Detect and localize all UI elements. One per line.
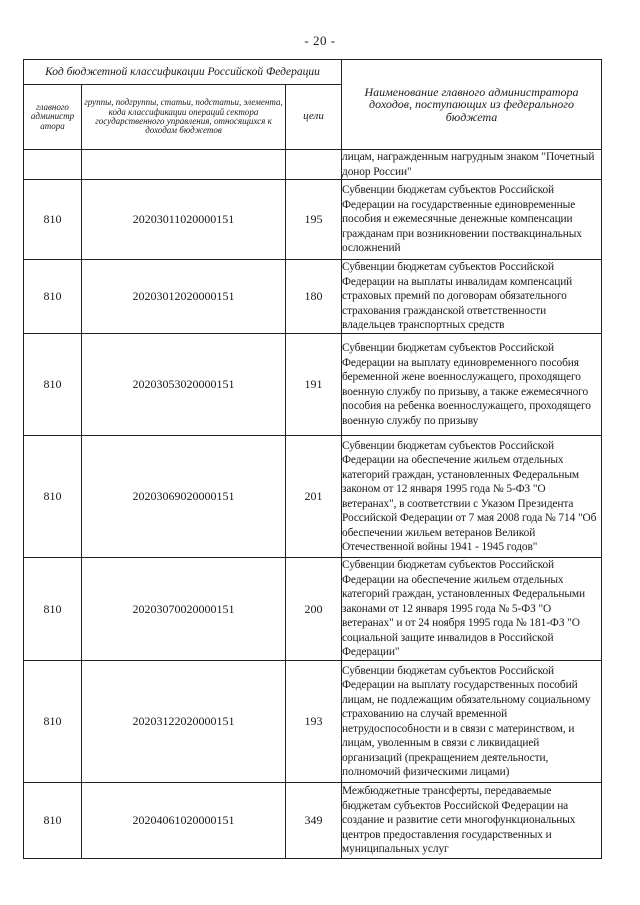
description-cell: Субвенции бюджетам субъектов Российской Федерации на выплату единовременного пособия беременной жене военнослужащего, проходящего военную службу по призыву, а также ежемесячного пособия на ребенка военнослужащего, проходящего военную службу по призыву (342, 334, 602, 436)
target-code-cell (286, 150, 342, 180)
description-cell: Субвенции бюджетам субъектов Российской Федерации на государственные единовременные пособия и ежемесячные денежные компенсации гражданам при возникновении поствакцинальных осложнений (342, 180, 602, 260)
description-cell: Межбюджетные трансферты, передаваемые бюджетам субъектов Российской Федерации на создание и развитие сети многофункциональных центров предоставления государственных и муниципальных услуг (342, 783, 602, 859)
header-chief-admin: главного администр атора (24, 85, 82, 150)
table-row (24, 180, 602, 260)
target-code-cell: 201 (286, 436, 342, 558)
classification-code-cell: 20203012020000151 (82, 260, 286, 334)
header-target: цели (286, 85, 342, 150)
classification-code-cell (82, 150, 286, 180)
page-number: - 20 - (304, 33, 336, 48)
classification-code-cell: 20203069020000151 (82, 436, 286, 558)
classification-code-cell: 20203122020000151 (82, 661, 286, 783)
admin-code-cell: 810 (24, 783, 82, 859)
table-row (24, 661, 602, 783)
admin-code-cell: 810 (24, 180, 82, 260)
header-classification-code: Код бюджетной классификации Российской Федерации (24, 60, 342, 85)
table-row (24, 558, 602, 661)
header-row-top (24, 60, 602, 85)
description-cell: лицам, награжденным нагрудным знаком "Почетный донор России" (342, 150, 602, 180)
admin-code-cell: 810 (24, 558, 82, 661)
target-code-cell: 193 (286, 661, 342, 783)
description-cell: Субвенции бюджетам субъектов Российской Федерации на обеспечение жильем отдельных категорий граждан, установленных Федеральными законами от 12 января 1995 года № 5-ФЗ "О ветеранах" и от 24 ноября 1995 года № 181-ФЗ "О социальной защите инвалидов в Российской Федерации" (342, 558, 602, 661)
classification-code-cell: 20203053020000151 (82, 334, 286, 436)
classification-code-cell: 20204061020000151 (82, 783, 286, 859)
table-row (24, 783, 602, 859)
description-cell: Субвенции бюджетам субъектов Российской Федерации на выплаты инвалидам компенсаций страховых премий по договорам обязательного страхования гражданской ответственности владельцев транспортных средств (342, 260, 602, 334)
admin-code-cell: 810 (24, 260, 82, 334)
budget-classification-table (23, 59, 602, 859)
description-cell: Субвенции бюджетам субъектов Российской Федерации на обеспечение жильем отдельных категорий граждан, установленных Федеральным законом от 12 января 1995 года № 5-ФЗ "О ветеранах", в соответствии с Указом Президента Российской Федерации от 7 мая 2008 года № 714 "Об обеспечении жильем ветеранов Великой Отечественной войны 1941 - 1945 годов" (342, 436, 602, 558)
table-row (24, 260, 602, 334)
classification-code-cell: 20203070020000151 (82, 558, 286, 661)
admin-code-cell: 810 (24, 661, 82, 783)
header-groups: группы, подгруппы, статьи, подстатьи, элемента, кода классификации операций сектора государственного управления, относящихся к доходам бюджетов (82, 85, 286, 150)
target-code-cell: 195 (286, 180, 342, 260)
admin-code-cell: 810 (24, 436, 82, 558)
classification-code-cell: 20203011020000151 (82, 180, 286, 260)
header-admin-name: Наименование главного администратора доходов, поступающих из федерального бюджета (342, 60, 602, 150)
table-row (24, 334, 602, 436)
target-code-cell: 180 (286, 260, 342, 334)
table-row (24, 150, 602, 180)
table-row (24, 436, 602, 558)
target-code-cell: 349 (286, 783, 342, 859)
target-code-cell: 191 (286, 334, 342, 436)
description-cell: Субвенции бюджетам субъектов Российской Федерации на выплату государственных пособий лицам, не подлежащим обязательному социальному страхованию на случай временной нетрудоспособности и в связи с материнством, и лицам, уволенным в связи с ликвидацией организаций (прекращением деятельности, полномочий физическими лицами) (342, 661, 602, 783)
target-code-cell: 200 (286, 558, 342, 661)
admin-code-cell: 810 (24, 334, 82, 436)
admin-code-cell (24, 150, 82, 180)
